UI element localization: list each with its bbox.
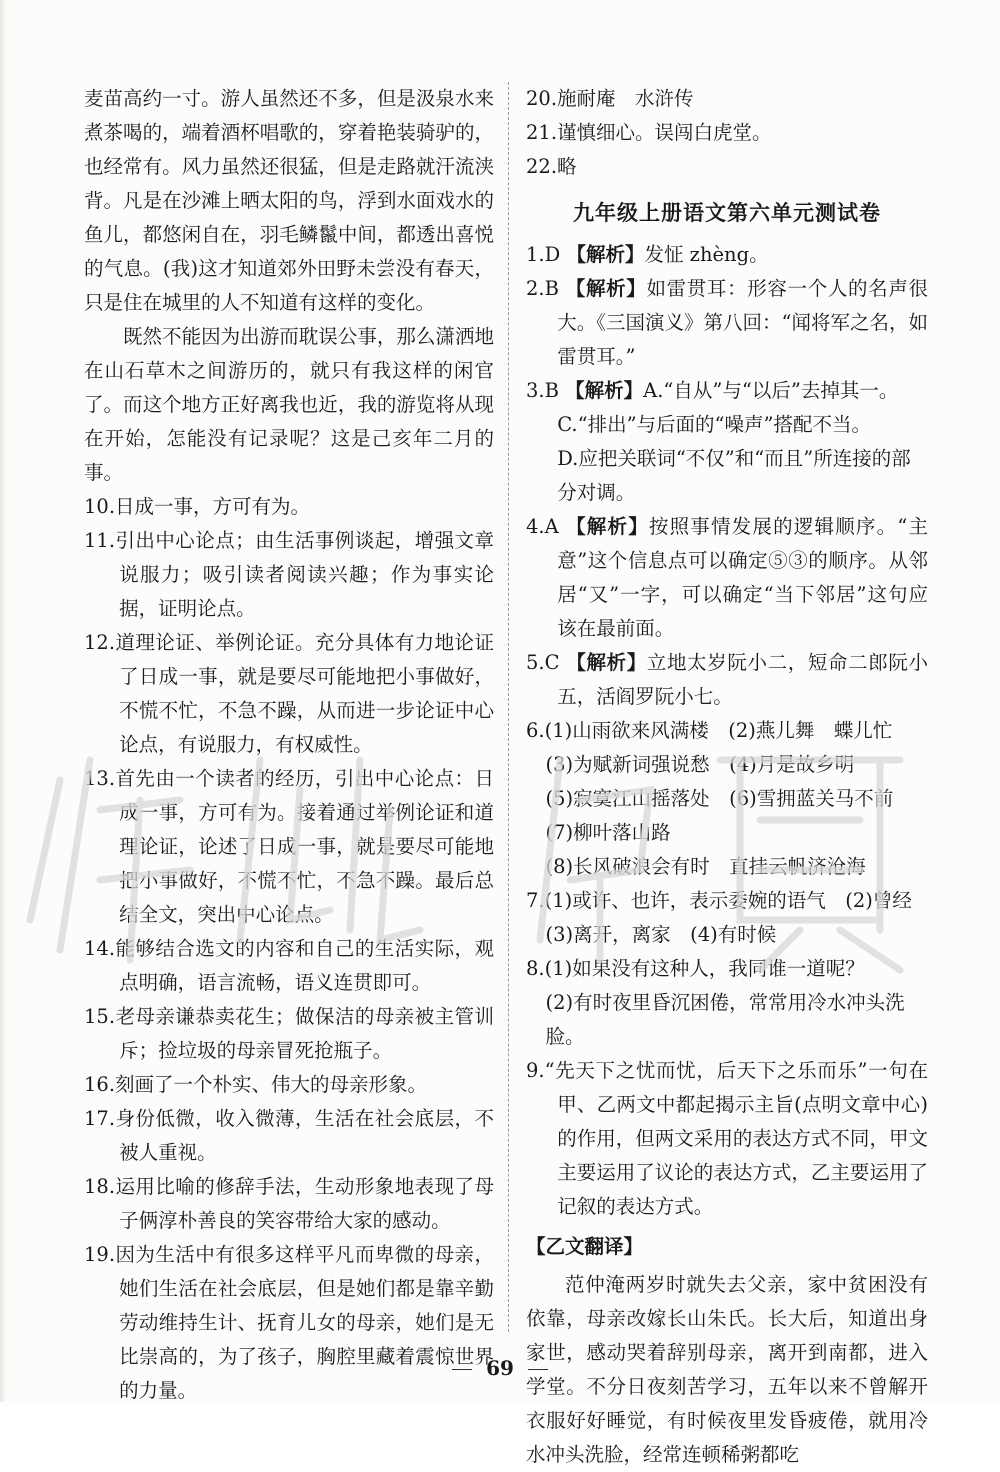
answer-item-q7 — [526, 884, 928, 918]
analysis-tag: 【解析】 — [566, 243, 645, 266]
page-edge-shadow — [0, 0, 6, 1402]
answer-item: 20.施耐庵 水浒传 — [526, 87, 694, 110]
left-column — [84, 82, 494, 1408]
poem-line: (8)长风破浪会有时 直挂云帆济沧海 — [545, 855, 866, 878]
answer-item: 12.道理论证、举例论证。充分具体有力地论证了日成一事，就是要尽可能地把小事做好，不慌不忙，不急不躁，从而进一步论证中心论点，有说服力，有权威性。 — [84, 631, 494, 756]
question-number: 4.A — [526, 515, 559, 538]
analysis-tag: 【解析】 — [565, 277, 647, 300]
answer-item: 17.身份低微，收入微薄，生活在社会底层，不被人重视。 — [84, 1107, 494, 1164]
translation-paragraph: 麦苗高约一寸。游人虽然还不多，但是汲泉水来煮茶喝的，端着酒杯唱歌的，穿着艳装骑驴的，也经常有。风力虽然还很猛，但是走路就汗流浃背。凡是在沙滩上晒太阳的鸟，浮到水面戏水的鱼儿，都悠闲自在，羽毛鳞鬣中间，都透出喜悦的气息。(我)这才知道郊外田野未尝没有春天，只是住在城里的人不知道有这样的变化。 — [84, 87, 494, 314]
answer-item-q5 — [526, 646, 928, 714]
answer-item: 19.因为生活中有很多这样平凡而卑微的母亲，她们生活在社会底层，但是她们都是靠辛勤劳动维持生计、抚育儿女的母亲，她们是无比崇高的，为了孩子，胸腔里藏着震惊世界的力量。 — [84, 1243, 494, 1402]
translation-paragraph: 既然不能因为出游而耽误公事，那么潇洒地在山石草木之间游历的，就只有我这样的闲官了。而这个地方正好离我也近，我的游览将从现在开始，怎能没有记录呢？这是己亥年二月的事。 — [84, 325, 494, 484]
answer-line: (1)或许、也许，表示委婉的语气 (2)曾经 — [544, 889, 912, 912]
footer-dash-right — [528, 1369, 548, 1370]
question-number: 2.B — [526, 277, 559, 300]
page-footer — [0, 1356, 1000, 1380]
answer-item: 14.能够结合选文的内容和自己的生活实际，观点明确，语言流畅，语义连贯即可。 — [84, 937, 494, 994]
answer-item-q1 — [526, 238, 928, 272]
footer-dash-left — [452, 1369, 472, 1370]
analysis-text: A.“自从”与“以后”去掉其一。 — [643, 379, 899, 402]
analysis-text: 如雷贯耳：形容一个人的名声很大。《三国演义》第八回：“闻将军之名，如雷贯耳。” — [557, 277, 928, 368]
answer-item-q8 — [526, 952, 928, 986]
page-number: 69 — [486, 1356, 514, 1380]
translation-tag: 【乙文翻译】 — [526, 1235, 644, 1258]
question-number: 8. — [526, 957, 545, 980]
question-number: 7. — [526, 889, 545, 912]
analysis-text: 立地太岁阮小二，短命二郎阮小五，活阎罗阮小七。 — [557, 651, 928, 708]
answer-item-q9: 9.“先天下之忧而忧，后天下之乐而乐”一句在甲、乙两文中都起揭示主旨(点明文章中心)的作用，但两文采用的表达方式不同，甲文主要运用了议论的表达方式，乙主要运用了记叙的表达方式。 — [526, 1059, 928, 1218]
answer-item-q4 — [526, 510, 928, 646]
answer-item: 10.日成一事，方可有为。 — [84, 495, 311, 518]
answer-item: 11.引出中心论点；由生活事例谈起，增强文章说服力；吸引读者阅读兴趣；作为事实论据，证明论点。 — [84, 529, 494, 620]
question-number: 3.B — [526, 379, 559, 402]
answer-item: 21.谨慎细心。误闯白虎堂。 — [526, 121, 772, 144]
poem-line: (5)寂寞江山摇落处 (6)雪拥蓝关马不前 — [545, 787, 894, 810]
answer-item: 13.首先由一个读者的经历，引出中心论点：日成一事，方可有为。接着通过举例论证和道理论证，论述了日成一事，就是要尽可能地把小事做好，不慌不忙，不急不躁。最后总结全文，突出中心论点。 — [84, 767, 494, 926]
analysis-text: 发怔 zhèng。 — [644, 243, 769, 266]
analysis-text: 按照事情发展的逻辑顺序。“主意”这个信息点可以确定⑤③的顺序。从邻居“又”一字，可以确定“当下邻居”这句应该在最前面。 — [557, 515, 928, 640]
answer-item: 18.运用比喻的修辞手法，生动形象地表现了母子俩淳朴善良的笑容带给大家的感动。 — [84, 1175, 494, 1232]
poem-line: (1)山雨欲来风满楼 (2)燕儿舞 蝶儿忙 — [544, 719, 893, 742]
answer-line: (3)离开，离家 (4)有时候 — [545, 923, 777, 946]
answer-item-q2 — [526, 272, 928, 374]
poem-line: (3)为赋新词强说愁 (4)月是故乡明 — [545, 753, 855, 776]
answer-item-q3 — [526, 374, 928, 408]
answer-item: 16.刻画了一个朴实、伟大的母亲形象。 — [84, 1073, 428, 1096]
analysis-tag: 【解析】 — [566, 515, 649, 538]
translation-paragraph: 范仲淹两岁时就失去父亲，家中贫困没有依靠，母亲改嫁长山朱氏。长大后，知道出身家世，感动哭着辞别母亲，离开到南都，进入学堂。不分日夜刻苦学习，五年以来不曾解开衣服好好睡觉，有时候夜里发昏疲倦，就用冷水冲头洗脸，经常连顿稀粥都吃 — [526, 1273, 928, 1466]
section-title: 九年级上册语文第六单元测试卷 — [573, 201, 881, 225]
answer-item-q6 — [526, 714, 928, 748]
right-column — [526, 82, 928, 1472]
answer-line: (2)有时夜里昏沉困倦，常常用冷水冲头洗脸。 — [545, 991, 905, 1048]
analysis-tag: 【解析】 — [565, 379, 644, 402]
question-number: 5.C — [526, 651, 560, 674]
poem-line: (7)柳叶落山路 — [545, 821, 671, 844]
answer-item: 15.老母亲谦恭卖花生；做保洁的母亲被主管训斥；捡垃圾的母亲冒死抢瓶子。 — [84, 1005, 494, 1062]
analysis-subline: D.应把关联词“不仅”和“而且”所连接的部分对调。 — [557, 447, 911, 504]
question-number: 6. — [526, 719, 545, 742]
column-divider — [508, 82, 509, 1332]
analysis-subline: C.“排出”与后面的“噪声”搭配不当。 — [557, 413, 871, 436]
answer-item: 22.略 — [526, 155, 577, 178]
analysis-tag: 【解析】 — [566, 651, 647, 674]
question-number: 1.D — [526, 243, 561, 266]
answer-line: (1)如果没有这种人，我同谁一道呢？ — [544, 957, 865, 980]
